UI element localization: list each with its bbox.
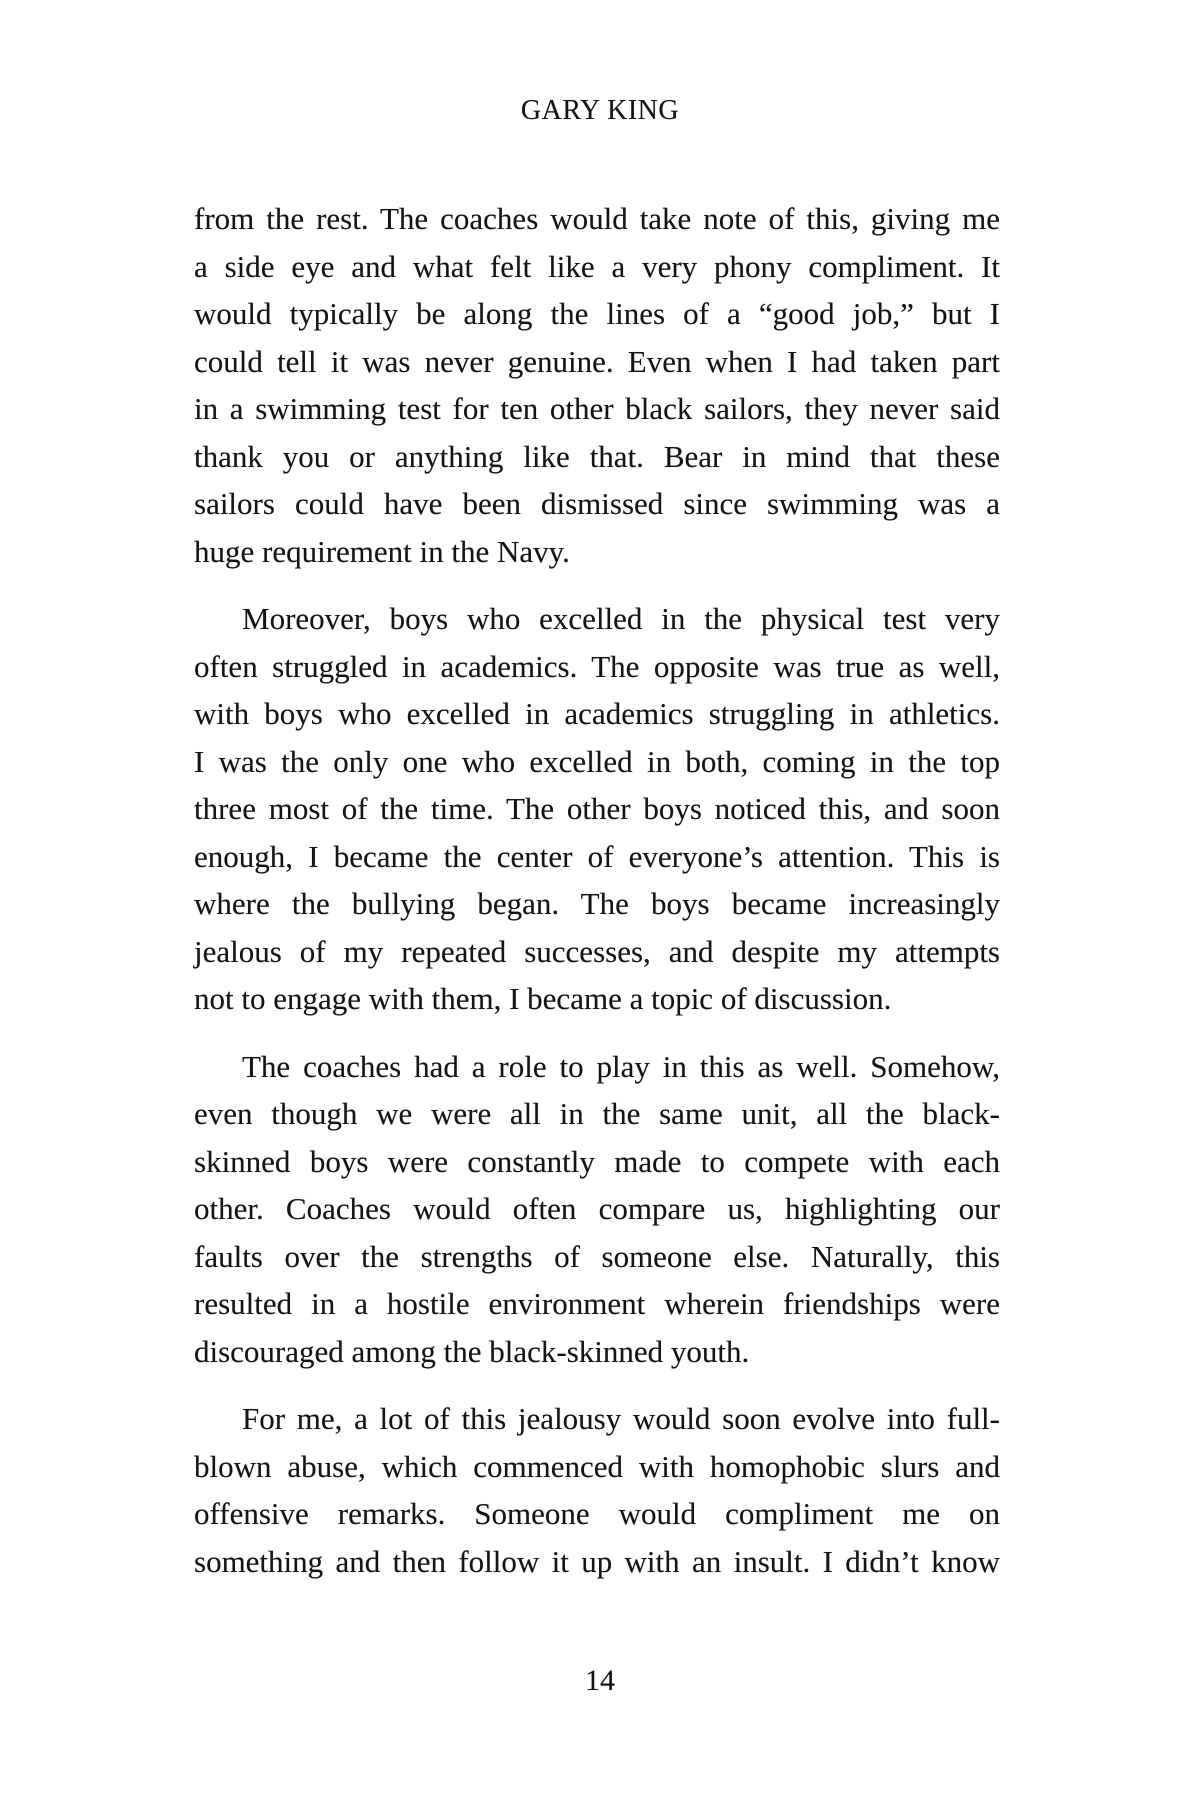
text-line: thank you or anything like that. Bear in mind that these bbox=[194, 438, 1000, 474]
text-line: from the rest. The coaches would take note of this, giving me bbox=[194, 201, 1000, 236]
text-line: would typically be along the lines of a “good job,” but I bbox=[194, 296, 1000, 331]
text-line: with boys who excelled in academics struggling in athletics. bbox=[194, 696, 1000, 731]
text-line: skinned boys were constantly made to compete with each bbox=[194, 1143, 1000, 1179]
text-line: Moreover, boys who excelled in the physical test very bbox=[242, 601, 1000, 636]
text-line: faults over the strengths of someone else. Naturally, this bbox=[194, 1238, 1000, 1274]
paragraph bbox=[194, 595, 1000, 1023]
text-line: three most of the time. The other boys noticed this, and soon bbox=[194, 791, 1000, 826]
paragraph bbox=[194, 1395, 1000, 1585]
text-line: For me, a lot of this jealousy would soon evolve into full- bbox=[242, 1401, 1000, 1436]
text-line: often struggled in academics. The opposite was true as well, bbox=[194, 648, 1000, 684]
page-body bbox=[194, 195, 1000, 1585]
text-line: in a swimming test for ten other black sailors, they never said bbox=[194, 391, 1000, 426]
text-line: I was the only one who excelled in both, coming in the top bbox=[194, 743, 1000, 779]
running-header: GARY KING bbox=[520, 95, 680, 126]
text-line: other. Coaches would often compare us, highlighting our bbox=[194, 1191, 1000, 1226]
text-line: where the bullying began. The boys became increasingly bbox=[194, 886, 1000, 921]
text-line: sailors could have been dismissed since swimming was a bbox=[194, 486, 1000, 521]
text-line: enough, I became the center of everyone’s attention. This is bbox=[194, 838, 1000, 874]
text-line: discouraged among the black-skinned youth. bbox=[194, 1333, 750, 1369]
text-line: something and then follow it up with an insult. I didn’t know bbox=[194, 1543, 1000, 1579]
text-line: The coaches had a role to play in this as well. Somehow, bbox=[242, 1048, 1000, 1084]
text-line: could tell it was never genuine. Even when I had taken part bbox=[194, 343, 1000, 379]
page-number: 14 bbox=[585, 1664, 615, 1697]
text-line: blown abuse, which commenced with homophobic slurs and bbox=[194, 1448, 1000, 1484]
text-line: a side eye and what felt like a very phony compliment. It bbox=[194, 248, 1000, 284]
text-line: huge requirement in the Navy. bbox=[194, 533, 570, 569]
paragraph bbox=[194, 1043, 1000, 1376]
text-line: jealous of my repeated successes, and despite my attempts bbox=[194, 933, 1000, 969]
text-line: even though we were all in the same unit, all the black- bbox=[194, 1096, 1000, 1131]
paragraph bbox=[194, 195, 1000, 575]
text-line: not to engage with them, I became a topic of discussion. bbox=[194, 981, 892, 1016]
text-line: resulted in a hostile environment wherein friendships were bbox=[194, 1286, 1000, 1321]
text-line: offensive remarks. Someone would compliment me on bbox=[194, 1496, 1000, 1531]
